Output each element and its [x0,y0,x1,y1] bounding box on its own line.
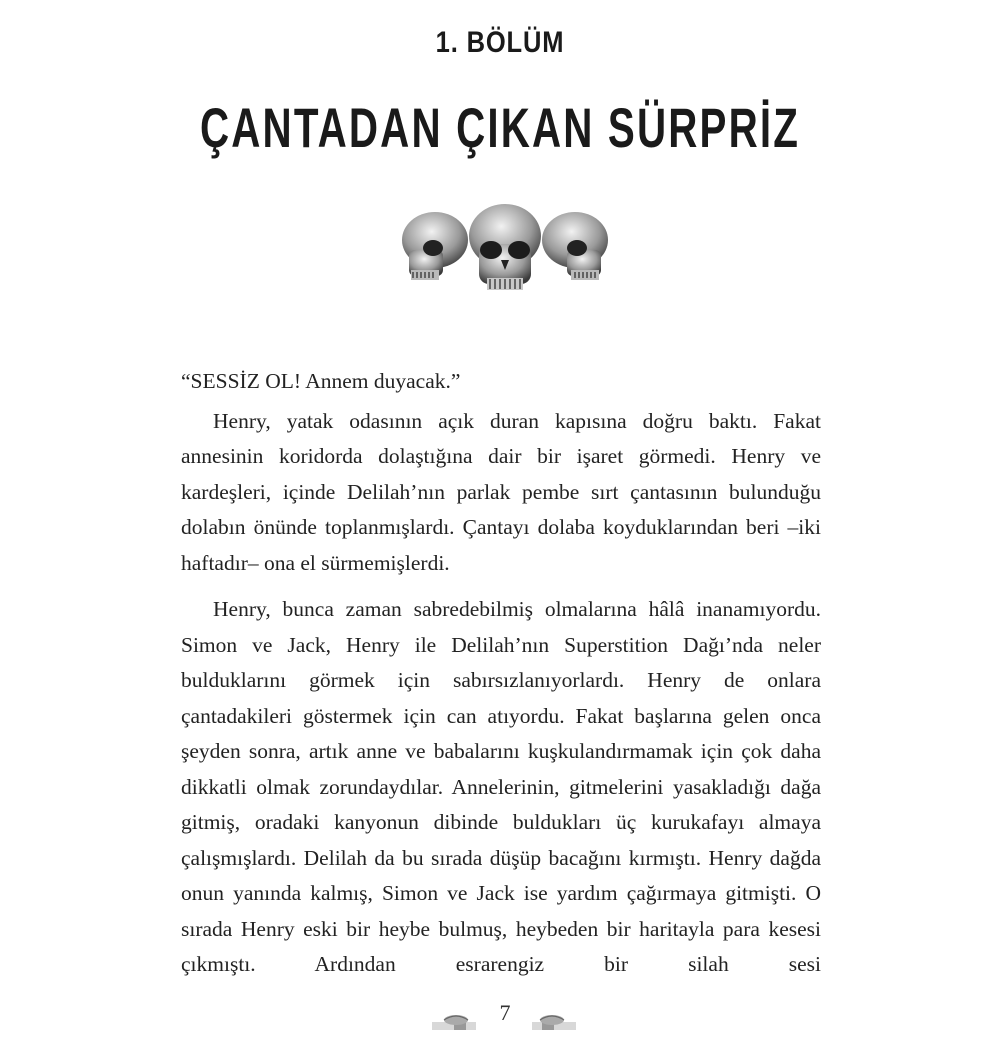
chapter-title: ÇANTADAN ÇIKAN SÜRPRİZ [199,96,801,159]
page-footer [430,1000,580,1040]
page-number: 7 [499,1000,511,1025]
paragraph: Henry, yatak odasının açık duran kapısına doğru baktı. Fakat annesinin koridorda dolaştığına dair bir işaret görmedi. Henry ve kardeşleri, içinde Delilah’nın parlak pembe sırt çantasının bulunduğu dolabın önünde toplanmışlardı. Çantayı dolaba koyduklarından beri –iki haftadır– ona el sürmemişlerdi. [181,408,821,575]
chapter-body [181,364,821,994]
three-skulls-icon [395,200,615,300]
chapter-number: 1. BÖLÜM [435,26,565,59]
skull-ornament-right-icon [532,1012,576,1030]
paragraph: Henry, bunca zaman sabredebilmiş olmalarına hâlâ inanamıyordu. Simon ve Jack, Henry ile Delilah’nın Superstition Dağı’nda neler bulduklarını görmek için sabırsızlanıyorlardı. Henry de onlara çantadakileri göstermek için can atıyordu. Fakat başlarına gelen onca şeyden sonra, artık anne ve babalarını kuşkulandırmamak için çok daha dikkatli olmak zorundaydılar. Annelerinin, gitmelerini yasakladığı dağa gitmiş, oradaki kanyonun dibinde buldukları üç kurukafayı almaya çalışmışlardı. Delilah da bu sırada düşüp bacağını kırmıştı. Henry dağda onun yanında kalmış, Simon ve Jack ise yardım çağırmaya gitmişti. O sırada Henry eski bir heybe bulmuş, heybeden bir haritayla para kesesi çıkmıştı. Ardından esrarengiz bir silah sesi [181,597,821,976]
opening-dialogue: “SESSİZ OL! Annem duyacak.” [181,369,461,393]
